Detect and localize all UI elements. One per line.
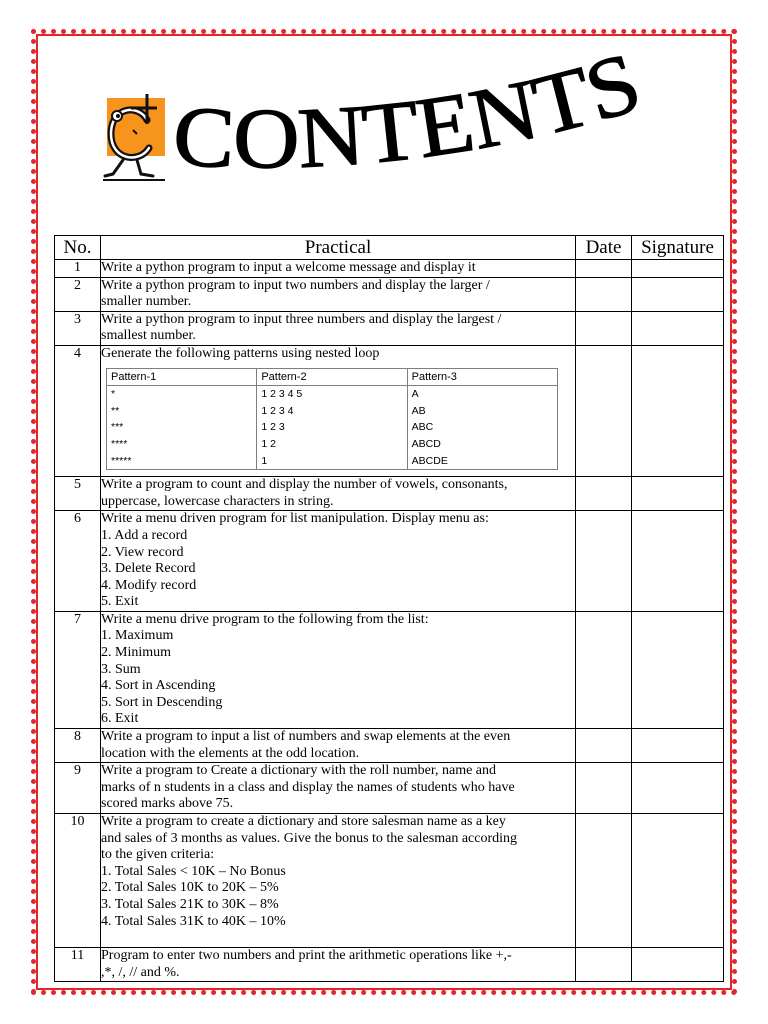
description-line: 1. Maximum <box>101 628 174 644</box>
description-line: Write a python program to input three numbers and display the largest / <box>101 311 502 327</box>
description-line: Generate the following patterns using nested loop <box>101 345 380 361</box>
practical-description <box>101 260 576 278</box>
practical-description <box>101 763 576 814</box>
table-row <box>55 477 724 511</box>
practical-description <box>101 814 576 948</box>
pattern-row <box>107 453 558 470</box>
practical-number: 8 <box>55 729 101 763</box>
table-row <box>55 763 724 814</box>
description-line: Write a program to create a dictionary and store salesman name as a key <box>101 814 506 829</box>
header-no: No. <box>55 236 101 260</box>
signature-cell[interactable] <box>632 311 724 345</box>
pattern-cell: AB <box>407 403 557 420</box>
description-line: 2. Minimum <box>101 645 172 661</box>
page-title <box>168 34 658 192</box>
practical-number: 3 <box>55 311 101 345</box>
table-row <box>55 611 724 728</box>
pattern-cell: ABCDE <box>407 453 557 470</box>
contents-table <box>54 235 724 982</box>
description-line: ,*, /, // and %. <box>101 964 180 980</box>
description-line: 5. Exit <box>101 594 139 610</box>
table-row <box>55 311 724 345</box>
signature-cell[interactable] <box>632 260 724 278</box>
pattern-header: Pattern-1 <box>107 368 257 386</box>
pattern-cell: 1 <box>257 453 407 470</box>
practical-description <box>101 477 576 511</box>
description-line: 3. Total Sales 21K to 30K – 8% <box>101 896 279 912</box>
practical-number: 11 <box>55 948 101 982</box>
pattern-table <box>106 368 558 471</box>
pattern-cell: 1 2 3 4 5 <box>257 386 407 403</box>
pattern-cell: * <box>111 388 116 401</box>
description-line: Write a python program to input a welcome message and display it <box>101 260 476 275</box>
table-row <box>55 948 724 982</box>
date-cell[interactable] <box>576 511 632 612</box>
description-line: smallest number. <box>101 328 196 344</box>
practical-description <box>101 277 576 311</box>
practical-description <box>101 345 576 476</box>
description-line: 4. Total Sales 31K to 40K – 10% <box>101 913 286 929</box>
practical-number: 7 <box>55 611 101 728</box>
description-line: 5. Sort in Descending <box>101 694 223 710</box>
practical-number: 1 <box>55 260 101 278</box>
practical-description <box>101 729 576 763</box>
pattern-header: Pattern-3 <box>407 368 557 386</box>
table-header-row <box>55 236 724 260</box>
description-line: 1. Total Sales < 10K – No Bonus <box>101 863 286 879</box>
practical-number: 5 <box>55 477 101 511</box>
signature-cell[interactable] <box>632 814 724 948</box>
practical-number: 4 <box>55 345 101 476</box>
header-date: Date <box>576 236 632 260</box>
pattern-cell: *** <box>111 421 124 434</box>
table-row <box>55 277 724 311</box>
description-line: 3. Delete Record <box>101 561 196 577</box>
pattern-row <box>107 386 558 403</box>
practical-description <box>101 311 576 345</box>
pattern-cell: ** <box>111 404 120 417</box>
signature-cell[interactable] <box>632 763 724 814</box>
signature-cell[interactable] <box>632 729 724 763</box>
signature-cell[interactable] <box>632 611 724 728</box>
description-line: Write a menu drive program to the following from the list: <box>101 611 429 627</box>
table-row <box>55 511 724 612</box>
practical-description <box>101 948 576 982</box>
pattern-row <box>107 403 558 420</box>
practical-number: 9 <box>55 763 101 814</box>
pattern-header: Pattern-2 <box>257 368 407 386</box>
signature-cell[interactable] <box>632 948 724 982</box>
date-cell[interactable] <box>576 311 632 345</box>
description-line: Write a program to input a list of numbers and swap elements at the even <box>101 729 511 745</box>
table-row <box>55 729 724 763</box>
table-row <box>55 814 724 948</box>
description-line: 2. Total Sales 10K to 20K – 5% <box>101 880 279 896</box>
practical-description <box>101 611 576 728</box>
description-line: smaller number. <box>101 294 192 310</box>
description-line: Write a program to Create a dictionary with the roll number, name and <box>101 763 497 779</box>
description-line: to the given criteria: <box>101 847 215 863</box>
description-line: scored marks above 75. <box>101 796 234 812</box>
pattern-cell: 1 2 <box>257 436 407 453</box>
pattern-cell: ABCD <box>407 436 557 453</box>
date-cell[interactable] <box>576 814 632 948</box>
description-line: uppercase, lowercase characters in string. <box>101 493 334 509</box>
date-cell[interactable] <box>576 611 632 728</box>
date-cell[interactable] <box>576 948 632 982</box>
description-line: marks of n students in a class and display the names of students who have <box>101 779 515 795</box>
table-row <box>55 260 724 278</box>
description-line: location with the elements at the odd location. <box>101 745 360 761</box>
date-cell[interactable] <box>576 260 632 278</box>
signature-cell[interactable] <box>632 277 724 311</box>
description-line: 3. Sum <box>101 661 141 677</box>
practical-description <box>101 511 576 612</box>
description-line: Write a python program to input two numbers and display the larger / <box>101 277 490 293</box>
signature-cell[interactable] <box>632 477 724 511</box>
description-line: 4. Modify record <box>101 577 197 593</box>
practical-number: 2 <box>55 277 101 311</box>
practical-number: 6 <box>55 511 101 612</box>
pattern-cell: A <box>407 386 557 403</box>
table-row <box>55 345 724 476</box>
letter-character-clipart <box>103 90 167 182</box>
pattern-row <box>107 419 558 436</box>
pattern-cell: ***** <box>111 454 132 467</box>
practical-number: 10 <box>55 814 101 948</box>
description-line: Program to enter two numbers and print the arithmetic operations like +,- <box>101 948 512 964</box>
pattern-cell: ABC <box>407 419 557 436</box>
pattern-row <box>107 436 558 453</box>
description-line: 2. View record <box>101 544 184 560</box>
date-cell[interactable] <box>576 763 632 814</box>
description-line: 6. Exit <box>101 711 139 727</box>
pattern-cell: 1 2 3 <box>257 419 407 436</box>
description-line: and sales of 3 months as values. Give the bonus to the salesman according <box>101 830 518 846</box>
pattern-header-row <box>107 368 558 386</box>
signature-cell[interactable] <box>632 345 724 476</box>
header-signature: Signature <box>632 236 724 260</box>
header-practical: Practical <box>101 236 576 260</box>
date-cell[interactable] <box>576 277 632 311</box>
date-cell[interactable] <box>576 345 632 476</box>
date-cell[interactable] <box>576 477 632 511</box>
signature-cell[interactable] <box>632 511 724 612</box>
description-line: Write a menu driven program for list manipulation. Display menu as: <box>101 511 489 527</box>
description-line: Write a program to count and display the number of vowels, consonants, <box>101 477 508 493</box>
description-line: 1. Add a record <box>101 527 188 543</box>
svg-text:CONTENTS: CONTENTS <box>171 34 648 187</box>
pattern-cell: **** <box>111 437 128 450</box>
description-line: 4. Sort in Ascending <box>101 678 216 694</box>
pattern-cell: 1 2 3 4 <box>257 403 407 420</box>
date-cell[interactable] <box>576 729 632 763</box>
